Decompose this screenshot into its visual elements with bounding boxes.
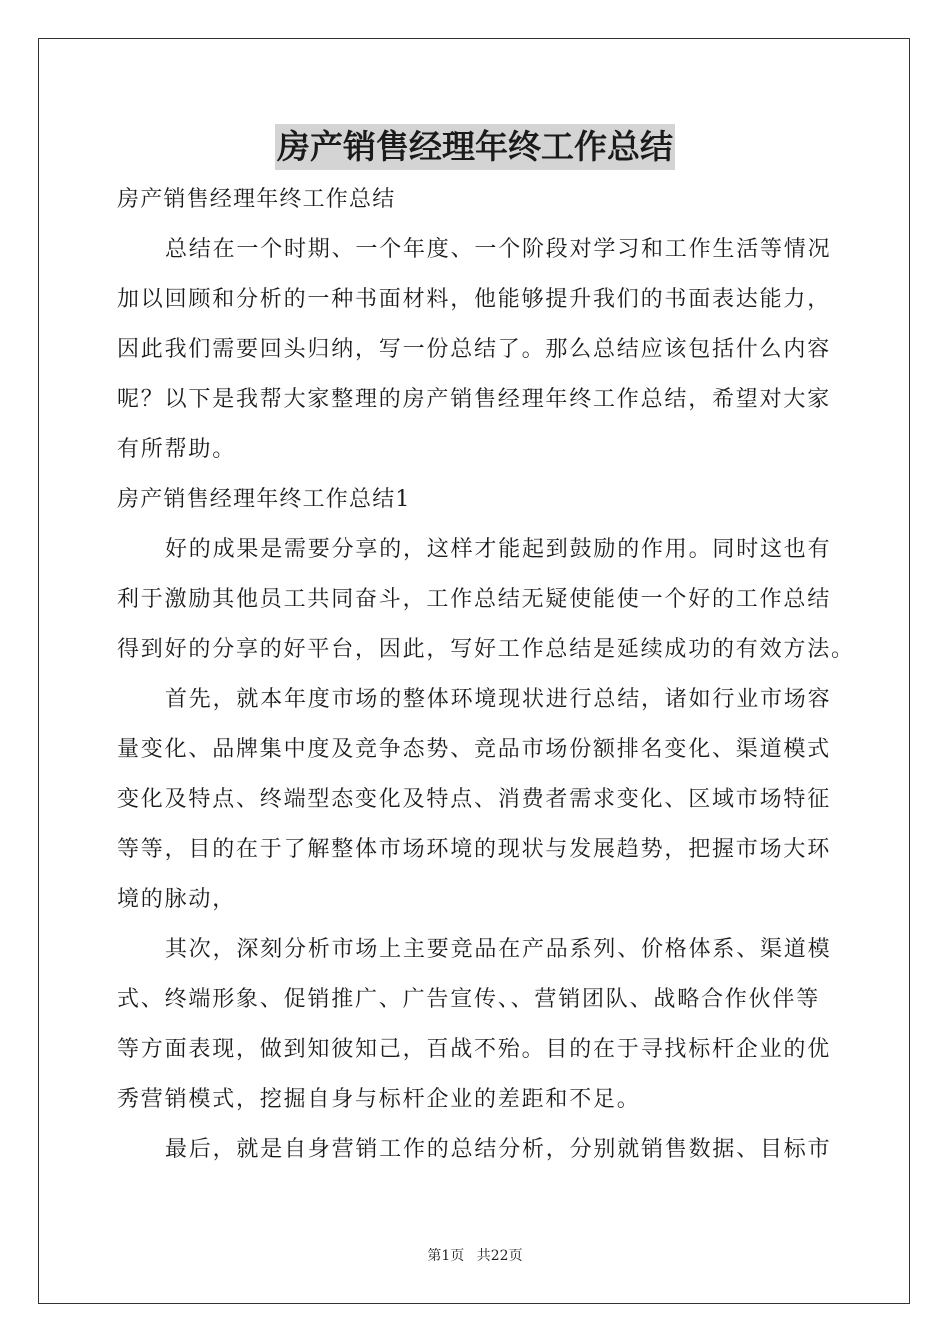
document-title-container xyxy=(0,124,950,170)
paragraph-line: 式、终端形象、促销推广、广告宣传、、营销团队、战略合作伙伴等 xyxy=(117,987,821,1012)
paragraph-line: 首先，就本年度市场的整体环境现状进行总结，诸如行业市场容 xyxy=(165,687,832,712)
section-heading: 房产销售经理年终工作总结1 xyxy=(117,487,411,512)
document-title: 房产销售经理年终工作总结 xyxy=(275,124,675,170)
paragraph-line: 其次，深刻分析市场上主要竞品在产品系列、价格体系、渠道模 xyxy=(165,937,832,962)
paragraph-line: 等方面表现，做到知彼知己，百战不殆。目的在于寻找标杆企业的优 xyxy=(117,1037,832,1062)
paragraph-line: 变化及特点、终端型态变化及特点、消费者需求变化、区域市场特征 xyxy=(117,787,832,812)
paragraph-line: 因此我们需要回头归纳，写一份总结了。那么总结应该包括什么内容 xyxy=(117,337,832,362)
paragraph-line: 总结在一个时期、一个年度、一个阶段对学习和工作生活等情况 xyxy=(165,237,832,262)
paragraph-line: 境的脉动， xyxy=(117,887,237,912)
paragraph-line: 有所帮助。 xyxy=(117,437,237,462)
paragraph-line: 得到好的分享的好平台，因此，写好工作总结是延续成功的有效方法。 xyxy=(117,637,855,662)
document-body xyxy=(117,175,855,1175)
paragraph-line: 呢？以下是我帮大家整理的房产销售经理年终工作总结，希望对大家 xyxy=(117,387,832,412)
paragraph-line: 加以回顾和分析的一种书面材料，他能够提升我们的书面表达能力， xyxy=(117,287,832,312)
subtitle: 房产销售经理年终工作总结 xyxy=(117,187,396,212)
paragraph-line: 秀营销模式，挖掘自身与标杆企业的差距和不足。 xyxy=(117,1087,641,1112)
page-number-current: 第1页 xyxy=(427,1248,465,1264)
paragraph-line: 最后，就是自身营销工作的总结分析，分别就销售数据、目标市 xyxy=(165,1137,832,1162)
paragraph-line: 利于激励其他员工共同奋斗，工作总结无疑使能使一个好的工作总结 xyxy=(117,587,832,612)
paragraph-line: 等等，目的在于了解整体市场环境的现状与发展趋势，把握市场大环 xyxy=(117,837,832,862)
paragraph-line: 量变化、品牌集中度及竞争态势、竞品市场份额排名变化、渠道模式 xyxy=(117,737,832,762)
page-footer xyxy=(0,1245,950,1265)
paragraph-line: 好的成果是需要分享的，这样才能起到鼓励的作用。同时这也有 xyxy=(165,537,832,562)
page-number-total: 共22页 xyxy=(476,1248,523,1264)
